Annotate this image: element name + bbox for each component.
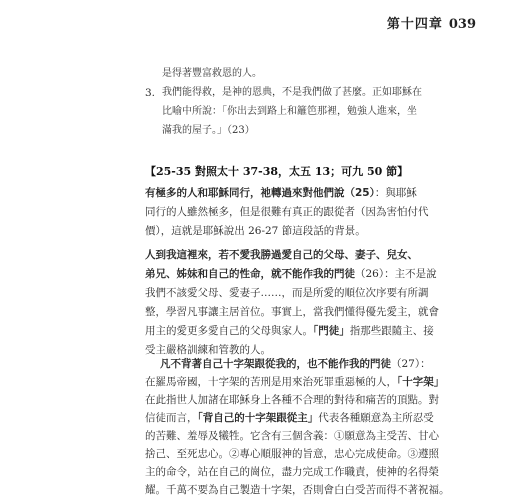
- highlight-term: 「十字架」: [397, 376, 445, 388]
- paragraph-3-line-7: 主的命令，站在自己的崗位，盡力完成工作職責，使神的名得榮: [145, 466, 439, 478]
- paragraph-3-line-4: [145, 409, 434, 427]
- paragraph-1-line-2: 同行的人雖然極多，但是很難有真正的跟從者（因為害怕付代: [145, 206, 429, 218]
- body-text: 在羅馬帝國，十字架的苦刑是用來治死罪重惡極的人，: [145, 376, 397, 388]
- verse-quote: 人到我這裡來，若不愛我勝過愛自己的父母、妻子、兒女、: [145, 249, 418, 261]
- section-heading: 【25-35 對照太十 37-38，太五 13；可九 50 節】: [145, 165, 409, 178]
- body-text: （27）：: [391, 358, 431, 370]
- body-text: ：與耶穌: [374, 187, 417, 199]
- verse-quote: 弟兄、姊妹和自己的性命，就不能作我的門徒: [145, 268, 355, 280]
- paragraph-1-line-1: [145, 184, 417, 202]
- page-header: [387, 13, 476, 32]
- list-item-3-line-3: 滿我的屋子。」（23）: [162, 125, 255, 136]
- verse-quote: 有極多的人和耶穌同行，祂轉過來對他們說（25）: [145, 187, 375, 199]
- page-number: 039: [448, 17, 476, 32]
- highlight-term: 「門徒」: [313, 325, 350, 337]
- paragraph-3-line-3: 在此指世人加諸在耶穌身上各種不合理的對待和痛苦的頂點。對: [145, 394, 439, 406]
- body-text: （26）：主不是說: [355, 268, 437, 280]
- paragraph-3-line-1: [160, 355, 431, 373]
- body-text: 代表各種願意為主所忍受: [318, 412, 434, 424]
- list-item-3-line-2: 比喻中所說：「你出去到路上和籬笆那裡，勉強人進來，坐: [162, 106, 417, 117]
- list-item-3-line-1: 我們能得救，是神的恩典，不是我們做了甚麼。正如耶穌在: [162, 87, 422, 98]
- paragraph-2-line-5: [145, 322, 434, 340]
- body-text: 指那些跟隨主、接: [349, 325, 434, 337]
- paragraph-3-line-2: [145, 373, 444, 391]
- paragraph-2-line-1: [145, 246, 418, 264]
- paragraph-2-line-3: 我們不該愛父母、愛妻子……，而是所愛的順位次序要有所調: [145, 287, 429, 299]
- chapter-title: 第十四章: [386, 17, 443, 32]
- paragraph-2-line-4: 整，學習凡事讓主居首位。事實上，當我們懂得優先愛主，就會: [145, 306, 439, 318]
- paragraph-2-line-2: [145, 265, 437, 283]
- verse-quote: 凡不背著自己十字架跟從我的，也不能作我的門徒: [160, 358, 391, 370]
- body-text: 用主的愛更多愛自己的父母與家人。: [145, 325, 313, 337]
- paragraph-3-line-6: 捨己、至死忠心。②專心順服神的旨意，忠心完成使命。③遵照: [145, 448, 439, 460]
- highlight-term: 「背自己的十字架跟從主」: [197, 412, 319, 424]
- list-item-3: [145, 84, 155, 102]
- paragraph-3-line-8: 耀。千萬不要為自己製造十字架，否則會白白受苦而得不著祝福。: [145, 484, 450, 496]
- paragraph-1-line-3: 價），這就是耶穌說出 26-27 節這段話的背景。: [145, 225, 366, 237]
- continued-line: 是得著豐富救恩的人。: [162, 68, 262, 79]
- body-text: 信徒而言，: [145, 412, 198, 424]
- paragraph-2-line-6: 受主嚴格訓練和管教的人。: [145, 344, 271, 356]
- paragraph-3-line-5: 的苦難、羞辱及犧牲。它含有三個含義：①願意為主受苦、甘心: [145, 430, 439, 442]
- list-item-number: 3.: [145, 87, 156, 99]
